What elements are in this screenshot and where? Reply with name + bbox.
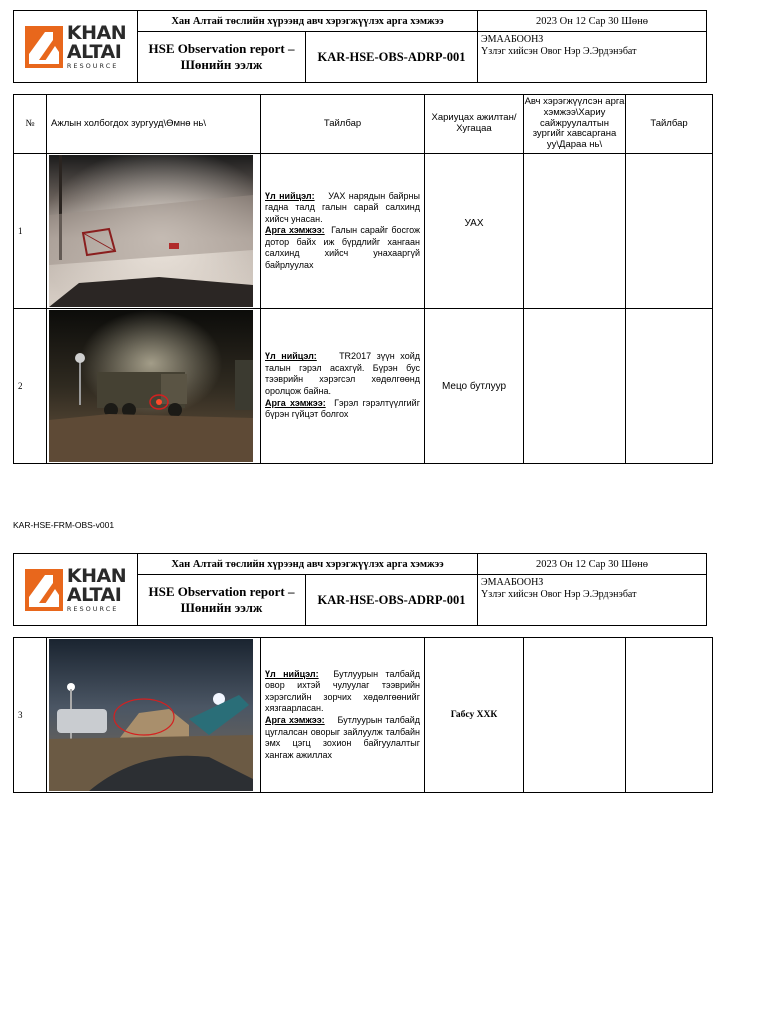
row-action-after	[524, 154, 626, 309]
row-remark	[626, 638, 713, 793]
logo-word-altai: ALTAI	[66, 40, 122, 63]
crusher-site-photo	[49, 639, 253, 791]
row-action-after	[524, 638, 626, 793]
row-responsible: Мецо бутлуур	[425, 309, 524, 464]
observation-table	[13, 637, 713, 793]
document-code: KAR-HSE-OBS-ADRP-001	[306, 575, 478, 626]
row-description	[261, 154, 425, 309]
logo-mark-icon	[25, 569, 63, 611]
row-number: 2	[14, 309, 47, 464]
action-label: Арга хэмжээ:	[265, 715, 325, 725]
logo-word-khan: KHAN	[66, 21, 127, 44]
row-number: 1	[14, 154, 47, 309]
table-row	[14, 154, 713, 309]
header-top-title: Хан Алтай төслийн хүрээнд авч хэрэгжүүлэх арга хэмжээ	[138, 554, 478, 575]
logo-subtitle: RESOURCE	[66, 61, 119, 70]
form-code: KAR-HSE-FRM-OBS-v001	[13, 520, 115, 530]
issue-text: УАХ нарядын байрны гадна талд галын сарай салхинд хийсч унасан.	[265, 190, 421, 224]
row-remark	[626, 309, 713, 464]
truck-photo	[49, 310, 253, 462]
column-description: Тайлбар	[261, 95, 425, 154]
report-header	[13, 553, 707, 626]
column-responsible: Хариуцах ажилтан/Хугацаа	[425, 95, 524, 154]
issue-label: Үл нийцэл:	[265, 351, 317, 362]
action-text: Галын сарайг босгож дотор байх иж бүрдлийг хангаан салхинд хийсч унахааргүй байрлуулах	[265, 225, 421, 270]
column-number: №	[14, 95, 47, 154]
column-photos-before: Ажлын холбогдох зургууд\Өмнө нь\	[47, 95, 261, 154]
row-description	[261, 638, 425, 793]
logo-word-khan: KHAN	[66, 564, 127, 587]
action-label: Арга хэмжээ:	[265, 225, 325, 236]
table-row	[14, 638, 713, 793]
action-text: Гэрэл гэрэлтүүлгийг бүрэн гүйцэт болгох	[265, 397, 420, 420]
row-remark	[626, 154, 713, 309]
column-action-after: Авч хэрэгжүүлсэн арга хэмжээ\Хариу сайжруулалтын зургийг хавсаргана уу\Дараа нь\	[524, 95, 626, 154]
logo-word-altai: ALTAI	[66, 583, 122, 606]
logo-subtitle: RESOURCE	[66, 604, 119, 613]
report-header	[13, 10, 707, 83]
row-number: 3	[14, 638, 47, 793]
reviewer-info: ЭМААБООНЗ Үзлэг хийсэн Овог Нэр Э.Эрдэнэбат	[478, 32, 707, 83]
row-responsible: Габсу ХХК	[425, 638, 524, 793]
report-title: HSE Observation report – Шөнийн ээлж	[138, 32, 306, 83]
header-date: 2023 Он 12 Сар 30 Шөнө	[478, 554, 707, 575]
header-date: 2023 Он 12 Сар 30 Шөнө	[478, 11, 707, 32]
photo-before	[47, 154, 261, 309]
header-top-title: Хан Алтай төслийн хүрээнд авч хэрэгжүүлэх арга хэмжээ	[138, 11, 478, 32]
row-action-after	[524, 309, 626, 464]
photo-before	[47, 309, 261, 464]
column-remark: Тайлбар	[626, 95, 713, 154]
action-text: Бутлуурын талбайд цуглалсан оворыг зайлуулж талбайн эмх цэгц зохион байгуулалтыг хангаж ажиллах	[265, 715, 420, 760]
action-label: Арга хэмжээ:	[265, 397, 326, 408]
issue-label: Үл нийцэл:	[265, 668, 319, 679]
row-responsible: УАХ	[425, 154, 524, 309]
issue-text: Бутлуурын талбайд овор ихтэй чулуулаг тээврийн хэрэгслийн зорчих хөдөлгөөнийг хязгаарласан.	[265, 668, 420, 714]
row-description	[261, 309, 425, 464]
report-title: HSE Observation report – Шөнийн ээлж	[138, 575, 306, 626]
document-code: KAR-HSE-OBS-ADRP-001	[306, 32, 478, 83]
photo-before	[47, 638, 261, 793]
issue-text: TR2017 зүүн хойд талын гэрэл асахгүй. Бүрэн бус тээврийн хэрэгсэл хөдөлгөөнд оролцож байна.	[265, 351, 420, 396]
logo-mark-icon	[25, 26, 63, 68]
reviewer-info: ЭМААБООНЗ Үзлэг хийсэн Овог Нэр Э.Эрдэнэбат	[478, 575, 707, 626]
fire-shed-photo	[49, 155, 253, 307]
company-logo	[14, 554, 138, 626]
issue-label: Үл нийцэл:	[265, 190, 315, 201]
observation-table	[13, 94, 713, 464]
table-row	[14, 309, 713, 464]
company-logo	[14, 11, 138, 83]
